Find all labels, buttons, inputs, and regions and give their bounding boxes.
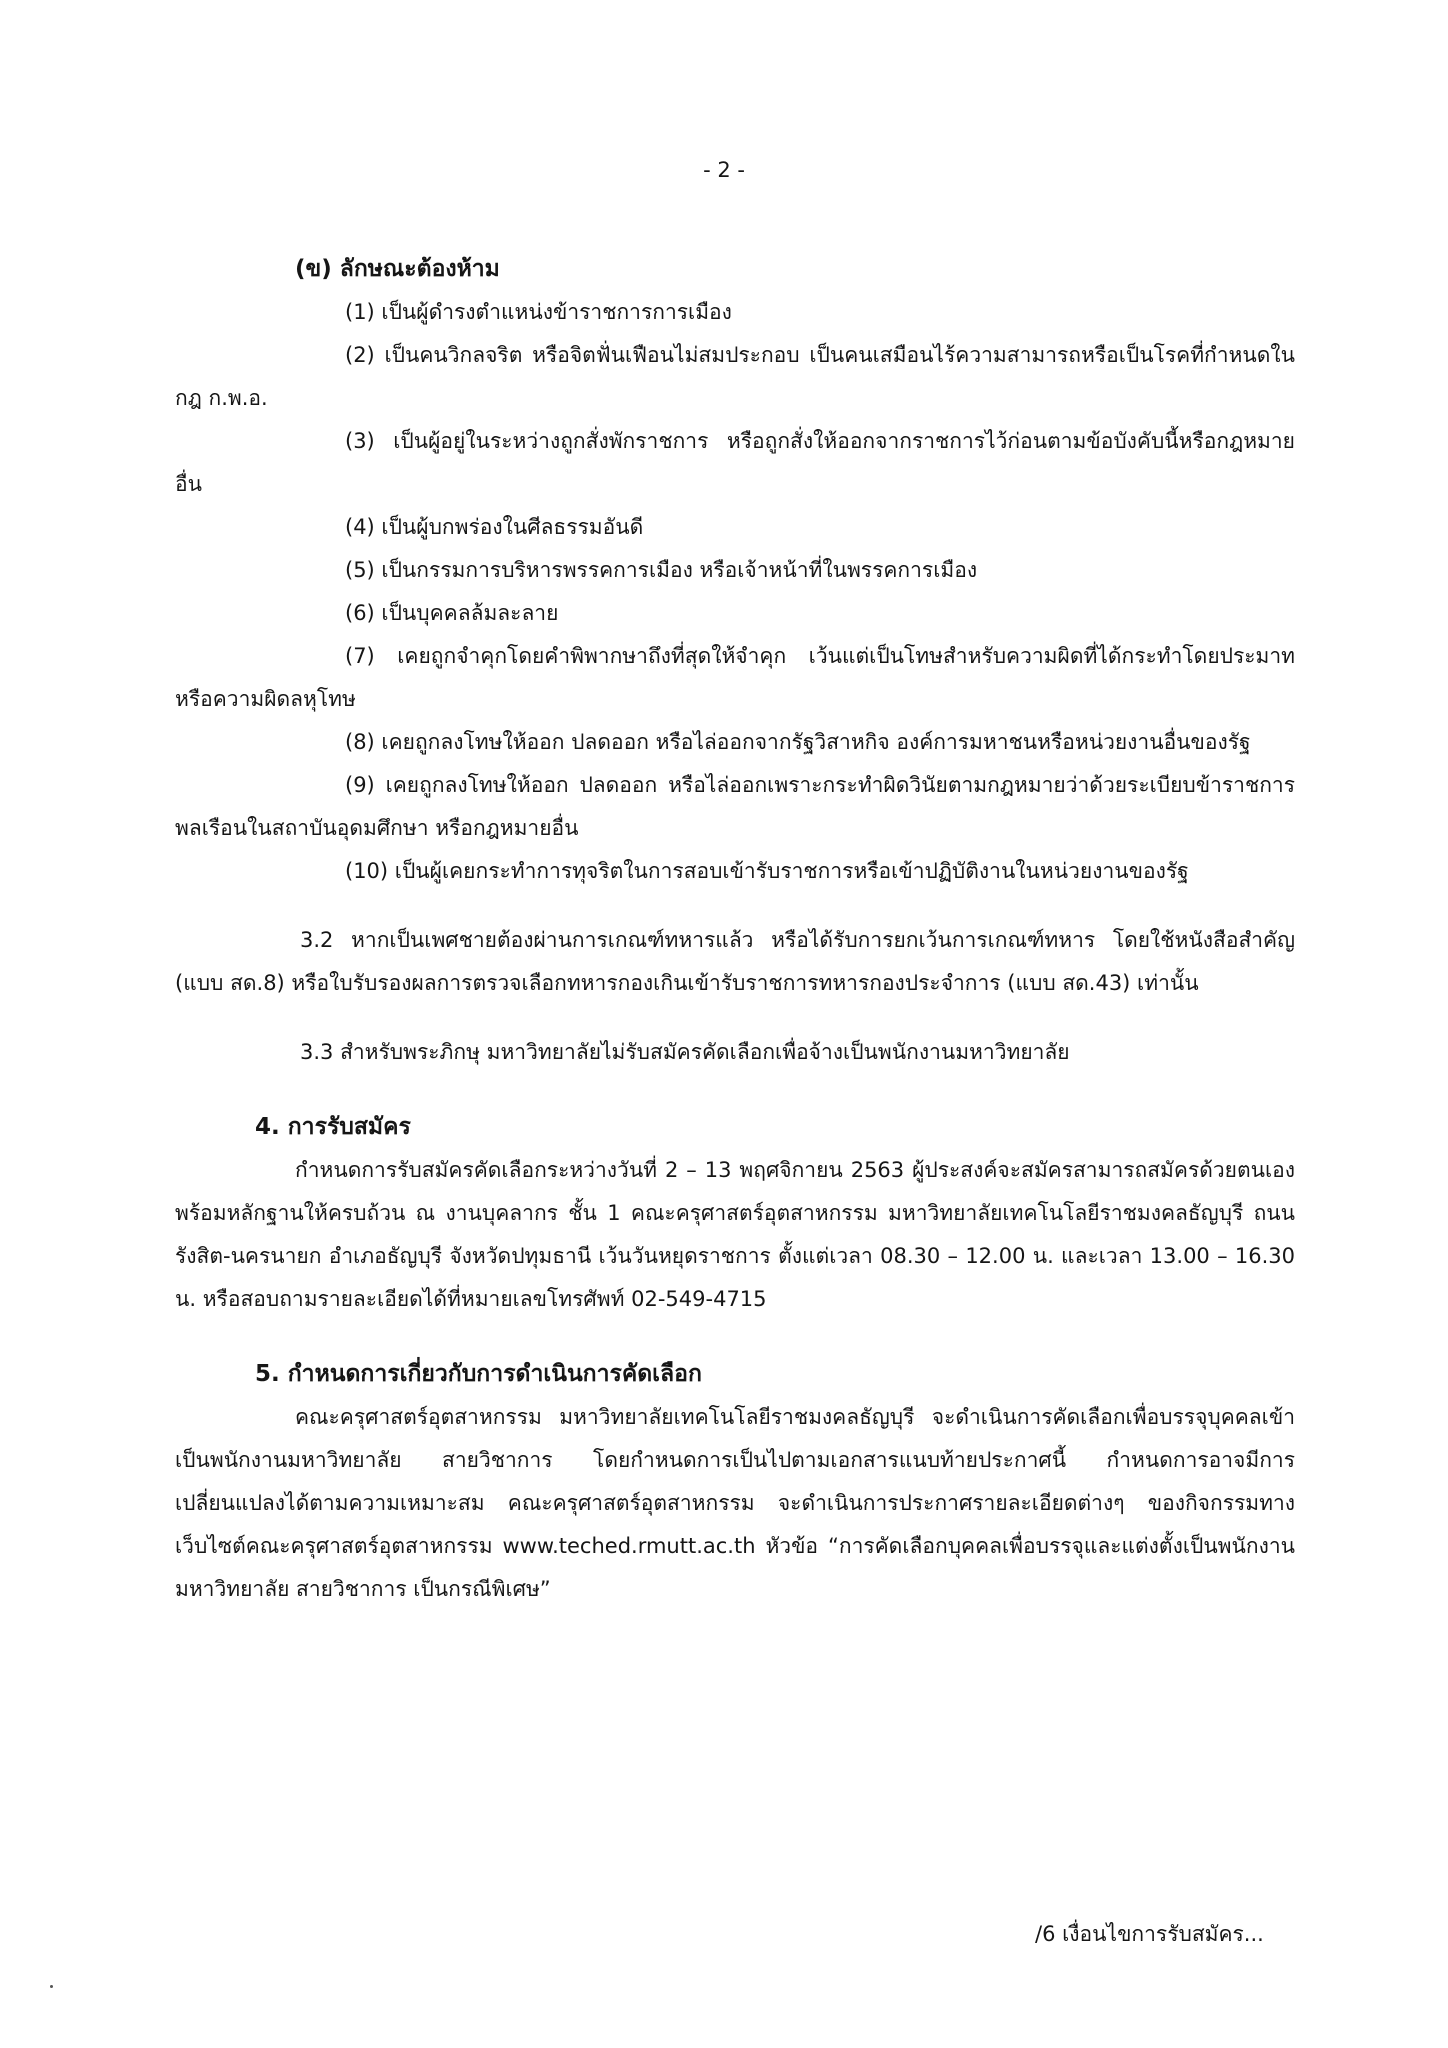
prohibition-item-10: (10) เป็นผู้เคยกระทำการทุจริตในการสอบเข้ารับราชการหรือเข้าปฏิบัติงานในหน่วยงานของรัฐ [345,859,1189,883]
prohibition-item-1: (1) เป็นผู้ดำรงตำแหน่งข้าราชการการเมือง [345,300,732,324]
page-number: - 2 - [703,158,745,182]
document-body [175,248,1295,1611]
paragraph-3-3: 3.3 สำหรับพระภิกษุ มหาวิทยาลัยไม่รับสมัครคัดเลือกเพื่อจ้างเป็นพนักงานมหาวิทยาลัย [300,1040,1070,1064]
prohibition-item-7: (7) เคยถูกจำคุกโดยคำพิพากษาถึงที่สุดให้จำคุก เว้นแต่เป็นโทษสำหรับความผิดที่ได้กระทำโดยประมาท หรือความผิดลหุโทษ [175,644,1295,711]
section-4-heading: 4. การรับสมัคร [255,1114,411,1140]
prohibition-item-3: (3) เป็นผู้อยู่ในระหว่างถูกสั่งพักราชการ หรือถูกสั่งให้ออกจากราชการไว้ก่อนตามข้อบังคับนี้หรือกฎหมายอื่น [175,429,1295,496]
section-b-heading: (ข) ลักษณะต้องห้าม [295,256,500,282]
continuation-note: /6 เงื่อนไขการรับสมัคร... [1035,1922,1264,1946]
scan-speck [50,1985,53,1988]
paragraph-3-2: 3.2 หากเป็นเพศชายต้องผ่านการเกณฑ์ทหารแล้ว หรือได้รับการยกเว้นการเกณฑ์ทหาร โดยใช้หนังสือสำคัญ (แบบ สด.8) หรือใบรับรองผลการตรวจเลือกทหารกองเกินเข้ารับราชการทหารกองประจำการ (แบบ สด.43) เท่านั้น [175,928,1295,995]
prohibition-item-4: (4) เป็นผู้บกพร่องในศีลธรรมอันดี [345,515,644,539]
prohibition-item-9: (9) เคยถูกลงโทษให้ออก ปลดออก หรือไล่ออกเพราะกระทำผิดวินัยตามกฎหมายว่าด้วยระเบียบข้าราชการพลเรือนในสถาบันอุดมศึกษา หรือกฎหมายอื่น [175,773,1295,840]
section-5-heading: 5. กำหนดการเกี่ยวกับการดำเนินการคัดเลือก [255,1361,702,1387]
prohibition-item-6: (6) เป็นบุคคลล้มละลาย [345,601,559,625]
section-5-body: คณะครุศาสตร์อุตสาหกรรม มหาวิทยาลัยเทคโนโลยีราชมงคลธัญบุรี จะดำเนินการคัดเลือกเพื่อบรรจุบุคคลเข้าเป็นพนักงานมหาวิทยาลัย สายวิชาการ โดยกำหนดการเป็นไปตามเอกสารแนบท้ายประกาศนี้ กำหนดการอาจมีการเปลี่ยนแปลงได้ตามความเหมาะสม คณะครุศาสตร์อุตสาหกรรม จะดำเนินการประกาศรายละเอียดต่างๆ ของกิจกรรมทางเว็บไซต์คณะครุศาสตร์อุตสาหกรรม www.teched.rmutt.ac.th หัวข้อ “การคัดเลือกบุคคลเพื่อบรรจุและแต่งตั้งเป็นพนักงานมหาวิทยาลัย สายวิชาการ เป็นกรณีพิเศษ” [175,1405,1295,1601]
section-4-body: กำหนดการรับสมัครคัดเลือกระหว่างวันที่ 2 – 13 พฤศจิกายน 2563 ผู้ประสงค์จะสมัครสามารถสมัครด้วยตนเองพร้อมหลักฐานให้ครบถ้วน ณ งานบุคลากร ชั้น 1 คณะครุศาสตร์อุตสาหกรรม มหาวิทยาลัยเทคโนโลยีราชมงคลธัญบุรี ถนนรังสิต-นครนายก อำเภอธัญบุรี จังหวัดปทุมธานี เว้นวันหยุดราชการ ตั้งแต่เวลา 08.30 – 12.00 น. และเวลา 13.00 – 16.30 น. หรือสอบถามรายละเอียดได้ที่หมายเลขโทรศัพท์ 02-549-4715 [175,1158,1295,1311]
prohibition-item-8: (8) เคยถูกลงโทษให้ออก ปลดออก หรือไล่ออกจากรัฐวิสาหกิจ องค์การมหาชนหรือหน่วยงานอื่นของรัฐ [345,730,1251,754]
prohibition-item-5: (5) เป็นกรรมการบริหารพรรคการเมือง หรือเจ้าหน้าที่ในพรรคการเมือง [345,558,978,582]
prohibition-item-2: (2) เป็นคนวิกลจริต หรือจิตฟั่นเฟือนไม่สมประกอบ เป็นคนเสมือนไร้ความสามารถหรือเป็นโรคที่กำหนดในกฎ ก.พ.อ. [175,343,1295,410]
